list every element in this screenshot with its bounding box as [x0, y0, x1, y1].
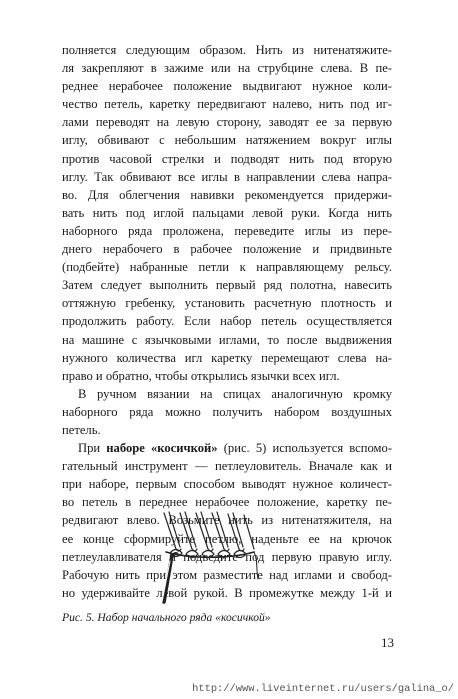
- watermark-url: http://www.liveinternet.ru/users/galina_o/: [192, 683, 454, 695]
- paragraph-1: [62, 41, 392, 385]
- text-line: редвигают влево. Возьмите нить из нитенатяжителя, на: [62, 513, 392, 528]
- text-line: право и обратно, чтобы открылись язычки всех игл.: [62, 368, 340, 383]
- text-line: во петель в переднее нерабочее положение, каретку пе-: [62, 495, 392, 510]
- text-line: при наборе, первым способом выводят нужное количест-: [62, 477, 392, 492]
- text-line: петлеулавливателя и подведите под первую правую иглу.: [62, 549, 392, 564]
- figure-caption: Рис. 5. Набор начального ряда «косичкой»: [62, 611, 271, 624]
- text-line: ля закрепляют в зажиме или на струбцине слева. В пе-: [62, 61, 392, 76]
- text-line: полняется следующим образом. Нить из нитенатяжите-: [62, 43, 392, 57]
- text-run: При: [78, 441, 107, 456]
- text-line: Рабочую нить при этом разместите над иглами и свобод-: [62, 567, 392, 582]
- knitting-needles-illustration: [150, 509, 270, 606]
- text-line: против часовой стрелки и подводят нить под вторую: [62, 151, 392, 166]
- text-line: петель.: [62, 422, 101, 437]
- text-line: (подбейте) набранные петли к направляющему рельсу.: [62, 260, 392, 275]
- text-line: нужного количества игл каретку перемещают слева на-: [62, 350, 392, 365]
- text-line: иглу, обвивают с небольшим натяжением вокруг иглы: [62, 133, 392, 148]
- text-line: лами переводят на левую сторону, заводят ее за первую: [62, 115, 392, 130]
- text-line: вать нить под иглой пальцами левой руки. Когда нить: [62, 205, 392, 220]
- text-line: реднее нерабочее положение выдвигают нужное коли-: [62, 79, 392, 94]
- text-line: оттяжную гребенку, установить расчетную плотность и: [62, 296, 392, 311]
- text-line: Затем следует выполнить первый ряд полотна, навесить: [62, 278, 392, 293]
- text-line: В ручном вязании на спицах аналогичную кромку: [78, 386, 392, 401]
- text-run: (рис. 5) используется вспомо-: [217, 441, 393, 456]
- text-line: ее конце сформируйте петлю, наденьте ее на крючок: [62, 531, 392, 546]
- text-line: [62, 439, 392, 457]
- text-line: иглу. Так обвивают все иглы в направлении слева напра-: [62, 169, 392, 184]
- text-line: наборного ряда можно получить набором воздушных: [62, 404, 392, 419]
- text-line: чество петель, каретку передвигают налево, нить под иг-: [62, 97, 392, 112]
- paragraph-2: [62, 385, 392, 439]
- text-line: днего нерабочего в рабочее положение и придвиньте: [62, 242, 392, 257]
- text-line: продолжить работу. Если набор петель осуществляется: [62, 314, 392, 329]
- text-line: но удерживайте левой рукой. В промежутке между 1-й и: [62, 585, 392, 600]
- bold-term: наборе «косичкой»: [106, 441, 218, 456]
- text-line: наборного ряда проложена, переведите иглы из пере-: [62, 223, 392, 238]
- page-number: 13: [381, 635, 394, 650]
- text-line: во. Для облегчения навивки рекомендуется придержи-: [62, 187, 392, 202]
- text-line: на машине с язычковыми иглами, то после выдвижения: [62, 332, 392, 347]
- text-line: гательный инструмент — петлеуловитель. Вначале как и: [62, 459, 392, 474]
